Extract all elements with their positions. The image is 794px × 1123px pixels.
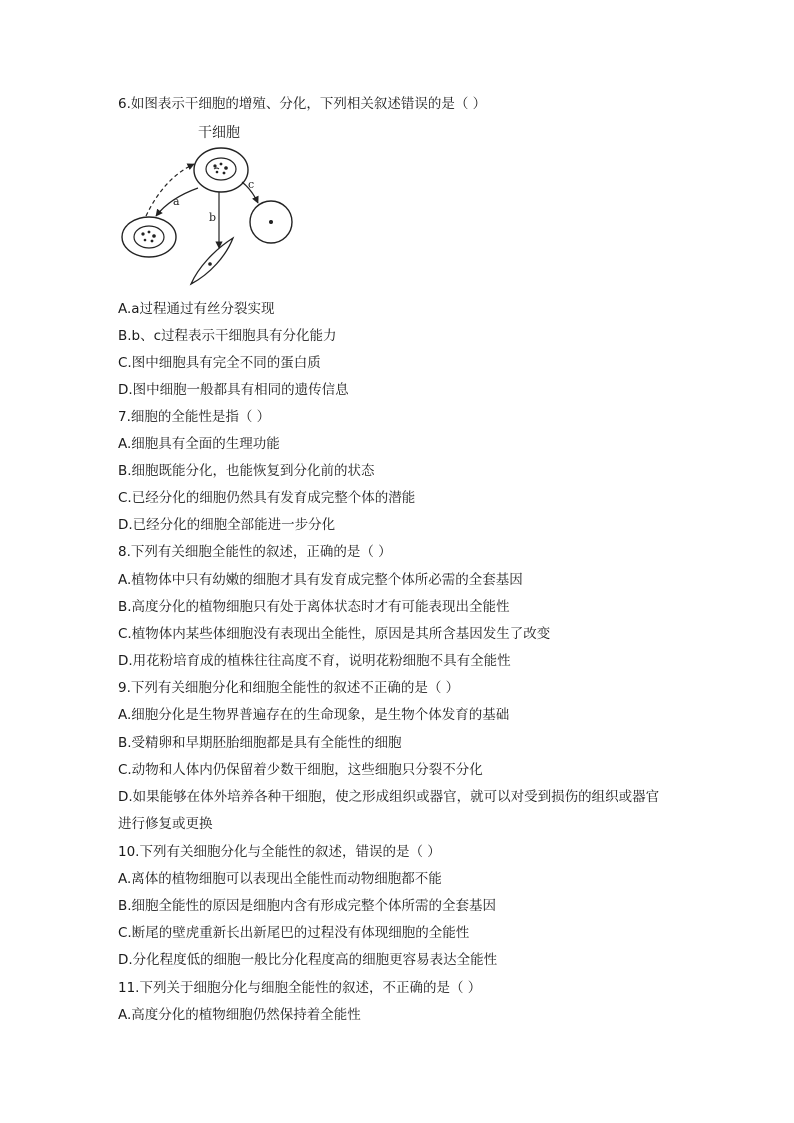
round-differentiated-cell [250, 201, 292, 243]
question-10-stem: 10.下列有关细胞分化与全能性的叙述，错误的是（ ） [118, 844, 441, 860]
q7-option-d: D.已经分化的细胞全部能进一步分化 [118, 517, 336, 533]
question-9-stem: 9.下列有关细胞分化和细胞全能性的叙述不正确的是（ ） [118, 680, 460, 696]
q8-option-d: D.用花粉培育成的植株往往高度不育，说明花粉细胞不具有全能性 [118, 653, 511, 669]
stem-cell-diagram [118, 118, 308, 290]
q9-option-b: B.受精卵和早期胚胎细胞都是具有全能性的细胞 [118, 735, 402, 751]
q10-option-c: C.断尾的壁虎重新长出新尾巴的过程没有体现细胞的全能性 [118, 925, 470, 941]
q10-option-a: A.离体的植物细胞可以表现出全能性而动物细胞都不能 [118, 871, 442, 887]
q6-option-c: C.图中细胞具有完全不同的蛋白质 [118, 355, 321, 371]
q7-option-b: B.细胞既能分化，也能恢复到分化前的状态 [118, 463, 375, 479]
q11-option-a: A.高度分化的植物细胞仍然保持着全能性 [118, 1007, 361, 1023]
q9-option-c: C.动物和人体内仍保留着少数干细胞，这些细胞只分裂不分化 [118, 762, 483, 778]
q8-option-c: C.植物体内某些体细胞没有表现出全能性，原因是其所含基因发生了改变 [118, 626, 551, 642]
daughter-stem-cell [122, 217, 176, 257]
stem-cell-diagram-svg [118, 118, 308, 290]
q10-option-b: B.细胞全能性的原因是细胞内含有形成完整个体所需的全套基因 [118, 898, 497, 914]
q10-option-d: D.分化程度低的细胞一般比分化程度高的细胞更容易表达全能性 [118, 952, 498, 968]
q6-option-a: A.a过程通过有丝分裂实现 [118, 301, 275, 317]
q7-option-a: A.细胞具有全面的生理功能 [118, 436, 280, 452]
q9-option-d-continued: 进行修复或更换 [118, 816, 213, 832]
stem-cell [194, 148, 248, 192]
q8-option-b: B.高度分化的植物细胞只有处于离体状态时才有可能表现出全能性 [118, 599, 510, 615]
label-c: c [248, 178, 255, 191]
q7-option-c: C.已经分化的细胞仍然具有发育成完整个体的潜能 [118, 490, 416, 506]
arrow-self-renewal-dashed [146, 164, 194, 216]
spindle-differentiated-cell [191, 238, 233, 284]
diagram-title: 干细胞 [198, 125, 240, 141]
q6-option-b: B.b、c过程表示干细胞具有分化能力 [118, 328, 337, 344]
question-7-stem: 7.细胞的全能性是指（ ） [118, 409, 271, 425]
label-a: a [173, 195, 180, 208]
question-6-stem: 6.如图表示干细胞的增殖、分化，下列相关叙述错误的是（ ） [118, 96, 487, 112]
label-b: b [209, 211, 217, 224]
question-11-stem: 11.下列关于细胞分化与细胞全能性的叙述，不正确的是（ ） [118, 980, 482, 996]
q9-option-a: A.细胞分化是生物界普遍存在的生命现象，是生物个体发育的基础 [118, 707, 510, 723]
q9-option-d: D.如果能够在体外培养各种干细胞，使之形成组织或器官，就可以对受到损伤的组织或器官 [118, 789, 660, 805]
q6-option-d: D.图中细胞一般都具有相同的遗传信息 [118, 382, 349, 398]
q8-option-a: A.植物体中只有幼嫩的细胞才具有发育成完整个体所必需的全套基因 [118, 572, 523, 588]
question-8-stem: 8.下列有关细胞全能性的叙述，正确的是（ ） [118, 544, 392, 560]
